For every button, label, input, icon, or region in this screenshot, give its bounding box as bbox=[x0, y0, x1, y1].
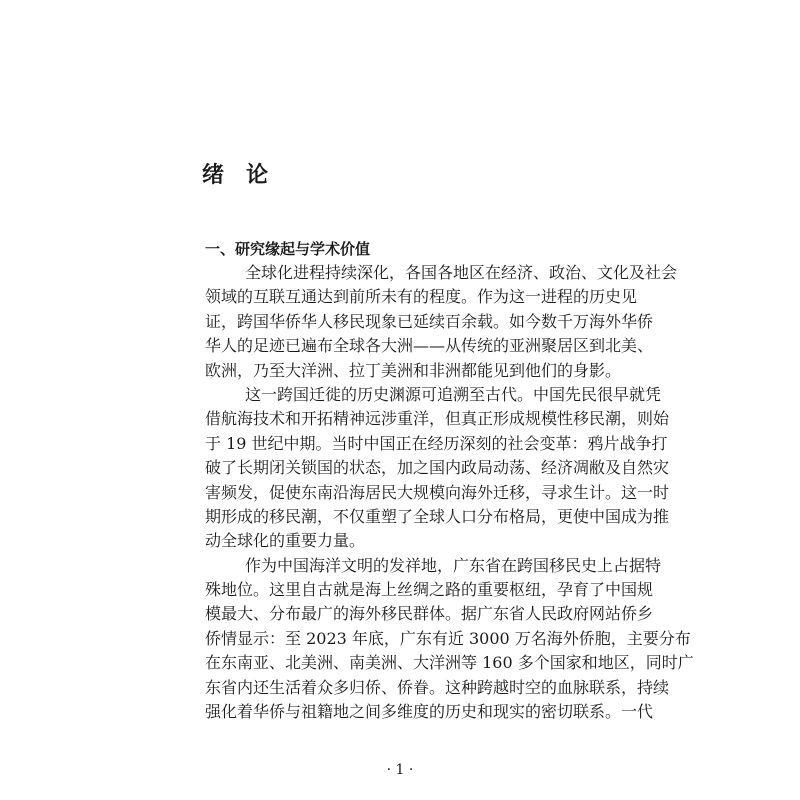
text-line: 破了长期闭关锁国的状态，加之国内政局动荡、经济凋敝及自然灾 bbox=[205, 458, 670, 478]
text-line: 东省内还生活着众多归侨、侨眷。这种跨越时空的血脉联系，持续 bbox=[205, 677, 670, 697]
text-line: 期形成的移民潮，不仅重塑了全球人口分布格局，更使中国成为推 bbox=[205, 506, 670, 526]
text-line: 借航海技术和开拓精神远涉重洋，但真正形成规模性移民潮，则始 bbox=[205, 409, 670, 429]
paragraph bbox=[205, 383, 670, 554]
chapter-title-char: 论 bbox=[246, 163, 271, 188]
chapter-title bbox=[202, 158, 270, 189]
text-line: 欧洲，乃至大洋洲、拉丁美洲和非洲都能见到他们的身影。 bbox=[205, 360, 622, 380]
section-heading: 一、研究缘起与学术价值 bbox=[205, 240, 371, 258]
text-line: 这一跨国迁徙的历史渊源可追溯至古代。中国先民很早就凭 bbox=[245, 384, 662, 404]
text-line: 侨情显示：至 2023 年底，广东有近 3000 万名海外侨胞，主要分布 bbox=[205, 628, 691, 648]
text-line: 殊地位。这里自古就是海上丝绸之路的重要枢纽，孕育了中国规 bbox=[205, 580, 654, 600]
text-line: 模最大、分布最广的海外移民群体。据广东省人民政府网站侨乡 bbox=[205, 604, 654, 624]
text-line: 害频发，促使东南沿海居民大规模向海外迁移，寻求生计。这一时 bbox=[205, 482, 670, 502]
chapter-title-char: 绪 bbox=[202, 163, 227, 188]
text-line: 华人的足迹已遍布全球各大洲——从传统的亚洲聚居区到北美、 bbox=[205, 336, 654, 356]
text-line: 领域的互联互通达到前所未有的程度。作为这一进程的历史见 bbox=[205, 287, 638, 307]
text-line: 全球化进程持续深化，各国各地区在经济、政治、文化及社会 bbox=[245, 263, 678, 282]
text-line: 强化着华侨与祖籍地之间多维度的历史和现实的密切联系。一代 bbox=[205, 702, 654, 722]
text-line: 证，跨国华侨华人移民现象已延续百余载。如今数千万海外华侨 bbox=[205, 311, 654, 331]
text-line: 于 19 世纪中期。当时中国正在经历深刻的社会变革：鸦片战争打 bbox=[205, 433, 668, 453]
body-text bbox=[205, 261, 694, 724]
page-number: · 1 · bbox=[386, 762, 414, 778]
paragraph bbox=[205, 261, 678, 383]
text-line: 作为中国海洋文明的发祥地，广东省在跨国移民史上占据特 bbox=[245, 555, 662, 575]
text-line: 在东南亚、北美洲、南美洲、大洋洲等 160 多个国家和地区，同时广 bbox=[205, 653, 694, 673]
paragraph bbox=[205, 554, 694, 725]
text-line: 动全球化的重要力量。 bbox=[205, 531, 366, 551]
